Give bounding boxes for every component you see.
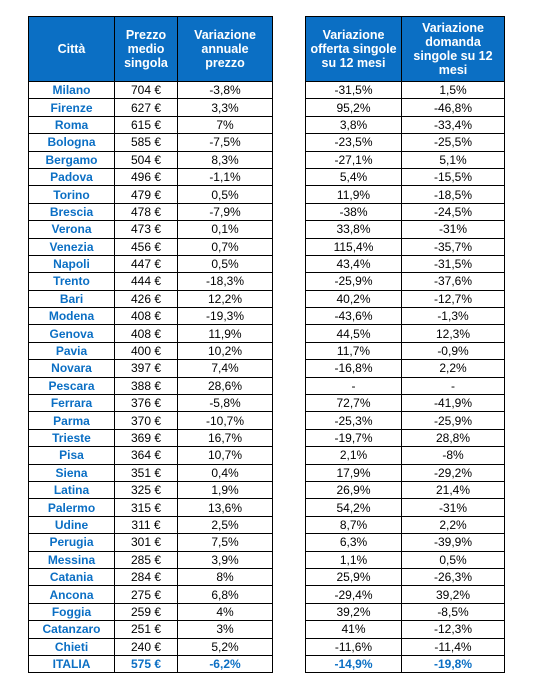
city-cell: Parma [29, 412, 115, 429]
city-cell: Palermo [29, 499, 115, 516]
annual-change-cell: -7,9% [178, 203, 273, 220]
table-row [306, 116, 505, 133]
supply-change-cell: 6,3% [306, 534, 402, 551]
annual-change-cell: 10,7% [178, 447, 273, 464]
supply-change-cell: -31,5% [306, 82, 402, 99]
table-row [29, 360, 273, 377]
avg-price-cell: 370 € [115, 412, 178, 429]
table-row [29, 412, 273, 429]
table-row [306, 186, 505, 203]
supply-change-cell: -16,8% [306, 360, 402, 377]
supply-change-cell: -43,6% [306, 308, 402, 325]
table-row [29, 568, 273, 585]
avg-price-cell: 388 € [115, 377, 178, 394]
avg-price-cell: 251 € [115, 621, 178, 638]
table-row [29, 638, 273, 655]
supply-change-cell: -11,6% [306, 638, 402, 655]
avg-price-cell: 479 € [115, 186, 178, 203]
supply-change-cell: 11,7% [306, 342, 402, 359]
table-row [306, 151, 505, 168]
demand-change-cell: -25,5% [402, 134, 505, 151]
table-row [306, 568, 505, 585]
avg-price-cell: 369 € [115, 429, 178, 446]
avg-price-cell: 400 € [115, 342, 178, 359]
avg-price-cell: 315 € [115, 499, 178, 516]
annual-change-cell: 3% [178, 621, 273, 638]
city-cell: Chieti [29, 638, 115, 655]
table-row [306, 168, 505, 185]
city-cell: Novara [29, 360, 115, 377]
avg-price-cell: 444 € [115, 273, 178, 290]
annual-change-cell: 11,9% [178, 325, 273, 342]
avg-price-cell: 325 € [115, 481, 178, 498]
table-row [306, 447, 505, 464]
avg-price-cell: 408 € [115, 325, 178, 342]
demand-change-cell: 1,5% [402, 82, 505, 99]
city-cell: Bologna [29, 134, 115, 151]
table-row [306, 395, 505, 412]
supply-change-cell: -27,1% [306, 151, 402, 168]
city-cell: Catanzaro [29, 621, 115, 638]
table-row [29, 342, 273, 359]
table-row [29, 655, 273, 672]
annual-change-cell: 6,8% [178, 586, 273, 603]
demand-change-cell: -33,4% [402, 116, 505, 133]
city-cell: Pescara [29, 377, 115, 394]
avg-price-cell: 376 € [115, 395, 178, 412]
table-row [306, 464, 505, 481]
supply-change-cell: 43,4% [306, 255, 402, 272]
annual-change-cell: 8,3% [178, 151, 273, 168]
supply-change-cell: -25,3% [306, 412, 402, 429]
table-row [29, 481, 273, 498]
avg-price-cell: 585 € [115, 134, 178, 151]
city-cell: Bari [29, 290, 115, 307]
table-row [306, 412, 505, 429]
table-row [306, 255, 505, 272]
avg-price-cell: 473 € [115, 221, 178, 238]
table-row [29, 151, 273, 168]
table-row [306, 82, 505, 99]
annual-change-cell: 12,2% [178, 290, 273, 307]
city-cell: Perugia [29, 534, 115, 551]
demand-change-cell: -26,3% [402, 568, 505, 585]
annual-change-cell: -19,3% [178, 308, 273, 325]
table-row [306, 342, 505, 359]
table-row [29, 168, 273, 185]
table-row [29, 273, 273, 290]
table-row [29, 395, 273, 412]
supply-change-cell: - [306, 377, 402, 394]
avg-price-cell: 447 € [115, 255, 178, 272]
annual-change-cell: -5,8% [178, 395, 273, 412]
supply-change-cell: -14,9% [306, 655, 402, 672]
supply-change-cell: -19,7% [306, 429, 402, 446]
annual-change-cell: 3,3% [178, 99, 273, 116]
avg-price-cell: 627 € [115, 99, 178, 116]
table-row [29, 308, 273, 325]
table-row [29, 586, 273, 603]
supply-change-cell: -25,9% [306, 273, 402, 290]
annual-change-cell: -7,5% [178, 134, 273, 151]
table-row [29, 255, 273, 272]
demand-change-cell: -19,8% [402, 655, 505, 672]
avg-price-cell: 496 € [115, 168, 178, 185]
city-cell: Milano [29, 82, 115, 99]
table-row [29, 621, 273, 638]
avg-price-cell: 285 € [115, 551, 178, 568]
variation-table-header-row [306, 17, 505, 82]
demand-change-cell: 2,2% [402, 360, 505, 377]
table-row [306, 99, 505, 116]
header-city: Città [29, 17, 115, 82]
city-cell: Padova [29, 168, 115, 185]
annual-change-cell: -3,8% [178, 82, 273, 99]
demand-change-cell: 12,3% [402, 325, 505, 342]
city-cell: Modena [29, 308, 115, 325]
annual-change-cell: 4% [178, 603, 273, 620]
table-row [306, 360, 505, 377]
city-cell: ITALIA [29, 655, 115, 672]
table-row [29, 534, 273, 551]
annual-change-cell: 7,5% [178, 534, 273, 551]
demand-change-cell: -18,5% [402, 186, 505, 203]
city-cell: Genova [29, 325, 115, 342]
annual-change-cell: 10,2% [178, 342, 273, 359]
city-cell: Venezia [29, 238, 115, 255]
annual-change-cell: -1,1% [178, 168, 273, 185]
annual-change-cell: 0,1% [178, 221, 273, 238]
supply-change-cell: 39,2% [306, 603, 402, 620]
demand-change-cell: -8% [402, 447, 505, 464]
supply-change-cell: 44,5% [306, 325, 402, 342]
city-cell: Messina [29, 551, 115, 568]
supply-change-cell: 17,9% [306, 464, 402, 481]
table-row [29, 221, 273, 238]
avg-price-cell: 301 € [115, 534, 178, 551]
supply-change-cell: -29,4% [306, 586, 402, 603]
header-annual-change: Variazione annuale prezzo [178, 17, 273, 82]
table-row [29, 290, 273, 307]
table-row [306, 429, 505, 446]
city-cell: Siena [29, 464, 115, 481]
avg-price-cell: 364 € [115, 447, 178, 464]
table-row [29, 603, 273, 620]
header-demand-change: Variazione domanda singole su 12 mesi [402, 17, 505, 82]
demand-change-cell: 28,8% [402, 429, 505, 446]
demand-change-cell: -31% [402, 221, 505, 238]
annual-change-cell: 0,7% [178, 238, 273, 255]
city-cell: Brescia [29, 203, 115, 220]
demand-change-cell: -31% [402, 499, 505, 516]
annual-change-cell: 7,4% [178, 360, 273, 377]
table-row [306, 603, 505, 620]
demand-change-cell: 2,2% [402, 516, 505, 533]
table-row [306, 238, 505, 255]
supply-change-cell: 95,2% [306, 99, 402, 116]
annual-change-cell: 1,9% [178, 481, 273, 498]
table-row [29, 203, 273, 220]
city-cell: Roma [29, 116, 115, 133]
city-cell: Trieste [29, 429, 115, 446]
demand-change-cell: -41,9% [402, 395, 505, 412]
demand-change-cell: -29,2% [402, 464, 505, 481]
annual-change-cell: 13,6% [178, 499, 273, 516]
supply-change-cell: 33,8% [306, 221, 402, 238]
demand-change-cell: -1,3% [402, 308, 505, 325]
city-cell: Trento [29, 273, 115, 290]
supply-change-cell: 1,1% [306, 551, 402, 568]
table-row [29, 551, 273, 568]
table-row [29, 464, 273, 481]
city-cell: Catania [29, 568, 115, 585]
annual-change-cell: -10,7% [178, 412, 273, 429]
table-row [29, 82, 273, 99]
demand-change-cell: - [402, 377, 505, 394]
table-row [306, 481, 505, 498]
table-row [306, 308, 505, 325]
table-row [29, 238, 273, 255]
supply-change-cell: 5,4% [306, 168, 402, 185]
demand-change-cell: 0,5% [402, 551, 505, 568]
table-row [306, 638, 505, 655]
demand-change-cell: -12,7% [402, 290, 505, 307]
supply-change-cell: 8,7% [306, 516, 402, 533]
avg-price-cell: 456 € [115, 238, 178, 255]
avg-price-cell: 504 € [115, 151, 178, 168]
annual-change-cell: -18,3% [178, 273, 273, 290]
supply-change-cell: 26,9% [306, 481, 402, 498]
avg-price-cell: 408 € [115, 308, 178, 325]
supply-change-cell: -38% [306, 203, 402, 220]
header-avg-price: Prezzo medio singola [115, 17, 178, 82]
table-row [29, 499, 273, 516]
demand-change-cell: -8,5% [402, 603, 505, 620]
table-row [29, 99, 273, 116]
table-row [306, 621, 505, 638]
supply-change-cell: -23,5% [306, 134, 402, 151]
supply-change-cell: 3,8% [306, 116, 402, 133]
avg-price-cell: 351 € [115, 464, 178, 481]
avg-price-cell: 575 € [115, 655, 178, 672]
avg-price-cell: 311 € [115, 516, 178, 533]
city-cell: Pisa [29, 447, 115, 464]
demand-change-cell: -25,9% [402, 412, 505, 429]
table-row [29, 186, 273, 203]
price-table [28, 16, 273, 673]
city-cell: Ferrara [29, 395, 115, 412]
avg-price-cell: 478 € [115, 203, 178, 220]
annual-change-cell: 5,2% [178, 638, 273, 655]
annual-change-cell: 0,4% [178, 464, 273, 481]
demand-change-cell: 21,4% [402, 481, 505, 498]
table-row [306, 655, 505, 672]
table-row [29, 377, 273, 394]
city-cell: Bergamo [29, 151, 115, 168]
supply-change-cell: 41% [306, 621, 402, 638]
table-row [306, 203, 505, 220]
demand-change-cell: -35,7% [402, 238, 505, 255]
supply-change-cell: 54,2% [306, 499, 402, 516]
demand-change-cell: -39,9% [402, 534, 505, 551]
annual-change-cell: 8% [178, 568, 273, 585]
table-row [306, 290, 505, 307]
avg-price-cell: 284 € [115, 568, 178, 585]
avg-price-cell: 397 € [115, 360, 178, 377]
supply-change-cell: 40,2% [306, 290, 402, 307]
city-cell: Verona [29, 221, 115, 238]
variation-table [305, 16, 505, 673]
city-cell: Torino [29, 186, 115, 203]
demand-change-cell: 39,2% [402, 586, 505, 603]
annual-change-cell: 2,5% [178, 516, 273, 533]
annual-change-cell: 7% [178, 116, 273, 133]
supply-change-cell: 115,4% [306, 238, 402, 255]
table-row [29, 116, 273, 133]
table-row [306, 586, 505, 603]
table-row [306, 551, 505, 568]
supply-change-cell: 72,7% [306, 395, 402, 412]
table-row [29, 429, 273, 446]
demand-change-cell: -46,8% [402, 99, 505, 116]
table-row [29, 325, 273, 342]
avg-price-cell: 259 € [115, 603, 178, 620]
supply-change-cell: 25,9% [306, 568, 402, 585]
table-row [306, 273, 505, 290]
avg-price-cell: 704 € [115, 82, 178, 99]
table-row [29, 134, 273, 151]
avg-price-cell: 275 € [115, 586, 178, 603]
header-supply-change: Variazione offerta singole su 12 mesi [306, 17, 402, 82]
city-cell: Pavia [29, 342, 115, 359]
city-cell: Foggia [29, 603, 115, 620]
avg-price-cell: 240 € [115, 638, 178, 655]
demand-change-cell: -12,3% [402, 621, 505, 638]
price-table-header-row [29, 17, 273, 82]
table-row [306, 134, 505, 151]
city-cell: Ancona [29, 586, 115, 603]
supply-change-cell: 2,1% [306, 447, 402, 464]
table-row [306, 499, 505, 516]
table-row [306, 325, 505, 342]
demand-change-cell: -31,5% [402, 255, 505, 272]
table-row [29, 516, 273, 533]
annual-change-cell: 3,9% [178, 551, 273, 568]
annual-change-cell: 0,5% [178, 255, 273, 272]
demand-change-cell: -11,4% [402, 638, 505, 655]
table-row [306, 377, 505, 394]
avg-price-cell: 615 € [115, 116, 178, 133]
avg-price-cell: 426 € [115, 290, 178, 307]
demand-change-cell: -24,5% [402, 203, 505, 220]
city-cell: Firenze [29, 99, 115, 116]
annual-change-cell: 0,5% [178, 186, 273, 203]
table-row [306, 221, 505, 238]
demand-change-cell: -0,9% [402, 342, 505, 359]
demand-change-cell: -15,5% [402, 168, 505, 185]
table-row [306, 516, 505, 533]
city-cell: Udine [29, 516, 115, 533]
annual-change-cell: 28,6% [178, 377, 273, 394]
city-cell: Napoli [29, 255, 115, 272]
table-row [306, 534, 505, 551]
annual-change-cell: -6,2% [178, 655, 273, 672]
demand-change-cell: 5,1% [402, 151, 505, 168]
annual-change-cell: 16,7% [178, 429, 273, 446]
table-row [29, 447, 273, 464]
city-cell: Latina [29, 481, 115, 498]
demand-change-cell: -37,6% [402, 273, 505, 290]
supply-change-cell: 11,9% [306, 186, 402, 203]
